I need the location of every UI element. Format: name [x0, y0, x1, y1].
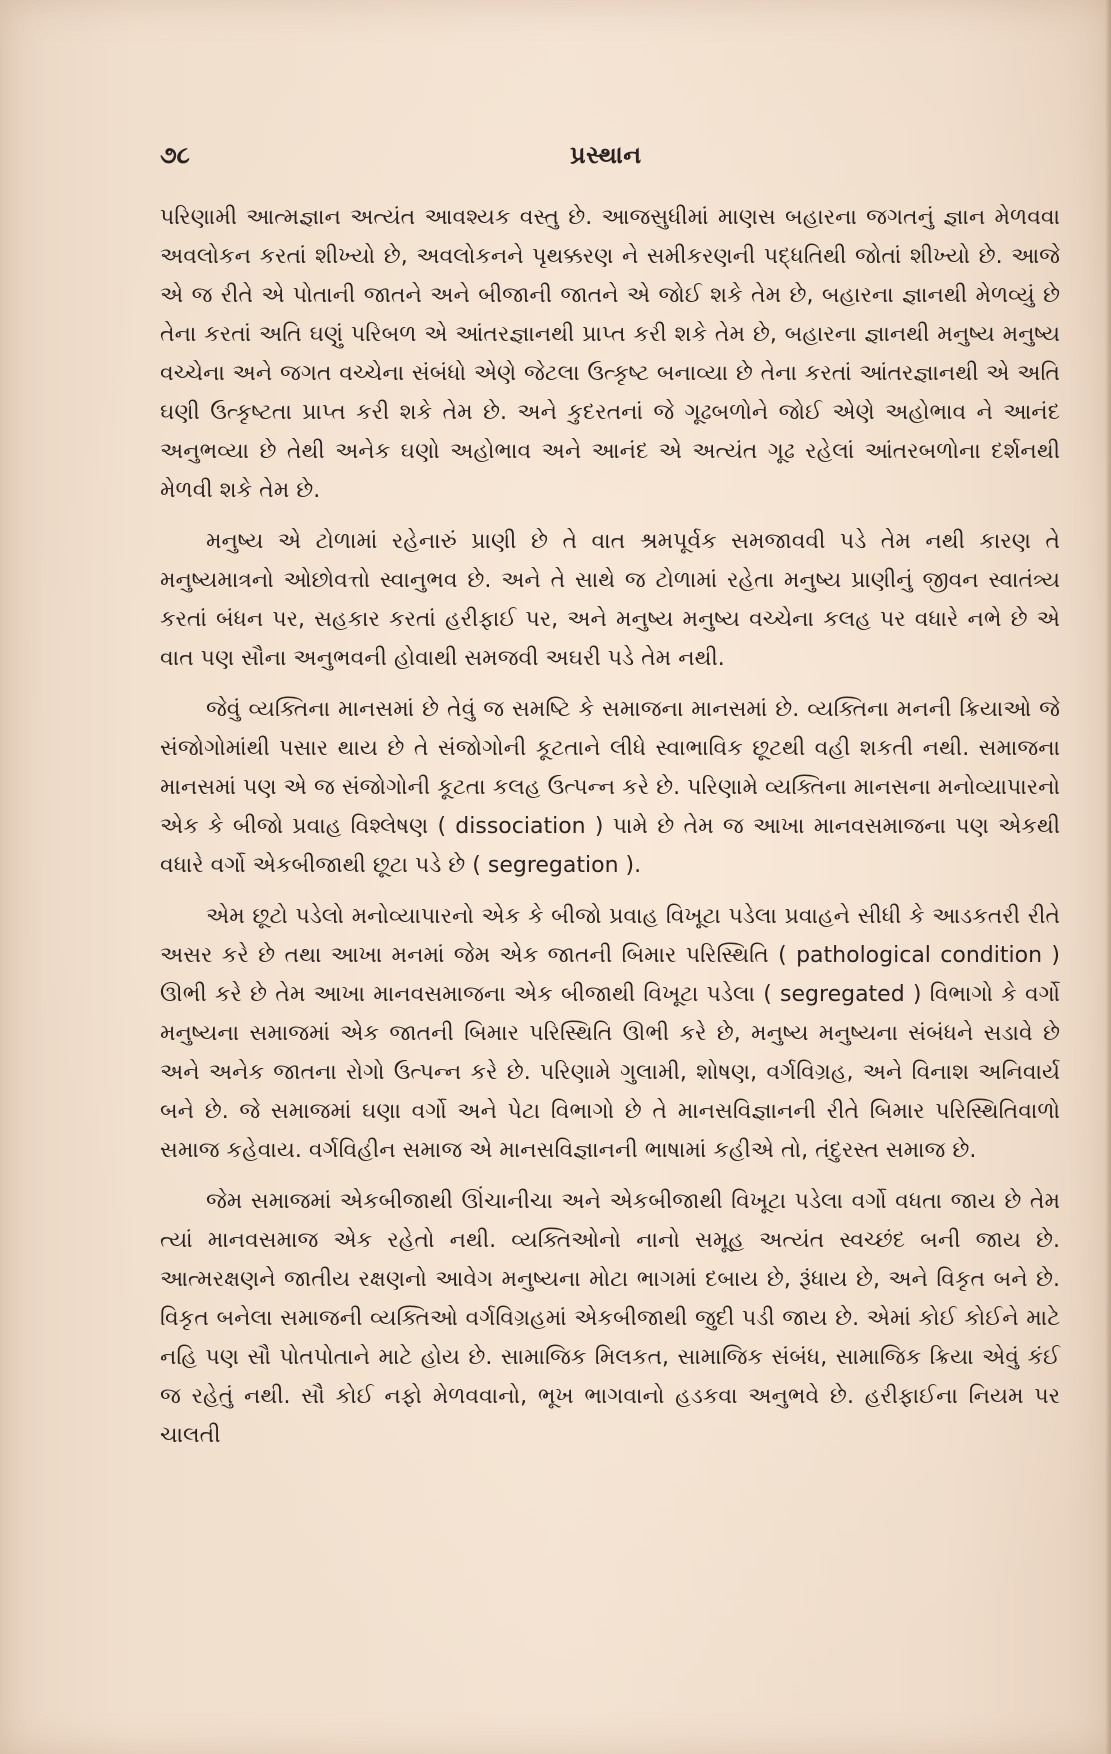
page-number: ૭૮ — [160, 140, 190, 169]
paragraph-5: જેમ સમાજમાં એકબીજાથી ઊંચાનીચા અને એકબીજાથી વિખૂટા પડેલા વર્ગો વધતા જાય છે તેમ ત્યાં માનવસમાજ એક રહેતો નથી. વ્યક્તિઓનો નાનો સમૂહ અત્યંત સ્વચ્છંદ બની જાય છે. આત્મરક્ષણને જાતીય રક્ષણનો આવેગ મનુષ્યના મોટા ભાગમાં દબાય છે, રૂંધાય છે, અને વિકૃત બને છે. વિકૃત બનેલા સમાજની વ્યક્તિઓ વર્ગવિગ્રહમાં એકબીજાથી જુદી પડી જાય છે. એમાં કોઈ કોઈને માટે નહિ પણ સૌ પોતપોતાને માટે હોય છે. સામાજિક મિલકત, સામાજિક સંબંધ, સામાજિક ક્રિયા એવું કંઈ જ રહેતું નથી. સૌ કોઈ નફો મેળવવાનો, ભૂખ ભાગવાનો હડકવા અનુભવે છે. હરીફાઈના નિયમ પર ચાલતી — [160, 1189, 1060, 1448]
page-header — [160, 140, 1060, 180]
paragraph-1: પરિણામી આત્મજ્ઞાન અત્યંત આવશ્યક વસ્તુ છે. આજસુધીમાં માણસ બહારના જગતનું જ્ઞાન મેળવવા અવલોકન કરતાં શીખ્યો છે, અવલોકનને પૃથક્કરણ ને સમીકરણની પદ્ધતિથી જોતાં શીખ્યો છે. આજે એ જ રીતે એ પોતાની જાતને અને બીજાની જાતને એ જોઈ શકે તેમ છે, બહારના જ્ઞાનથી મેળવ્યું છે તેના કરતાં અતિ ઘણું પરિબળ એ આંતરજ્ઞાનથી પ્રાપ્ત કરી શકે તેમ છે, બહારના જ્ઞાનથી મનુષ્ય મનુષ્ય વચ્ચેના અને જગત વચ્ચેના સંબંધો એણે જેટલા ઉત્કૃષ્ટ બનાવ્યા છે તેના કરતાં આંતરજ્ઞાનથી એ અતિ ઘણી ઉત્કૃષ્ટતા પ્રાપ્ત કરી શકે તેમ છે. અને કુદરતનાં જે ગૂઢબળોને જોઈ એણે અહોભાવ ને આનંદ અનુભવ્યા છે તેથી અનેક ઘણો અહોભાવ અને આનંદ એ અત્યંત ગૂઢ રહેલાં આંતરબળોના દર્શનથી મેળવી શકે તેમ છે. — [160, 205, 1060, 503]
paragraph-2: મનુષ્ય એ ટોળામાં રહેનારું પ્રાણી છે તે વાત શ્રમપૂર્વક સમજાવવી પડે તેમ નથી કારણ તે મનુષ્યમાત્રનો ઓછોવત્તો સ્વાનુભવ છે. અને તે સાથે જ ટોળામાં રહેતા મનુષ્ય પ્રાણીનું જીવન સ્વાતંત્ર્ય કરતાં બંધન પર, સહકાર કરતાં હરીફાઈ પર, અને મનુષ્ય મનુષ્ય વચ્ચેના કલહ પર વધારે નભે છે એ વાત પણ સૌના અનુભવની હોવાથી સમજવી અઘરી પડે તેમ નથી. — [160, 529, 1061, 671]
running-title: પ્રસ્થાન — [570, 140, 642, 169]
page-edge-shadow — [1105, 0, 1111, 1754]
paragraph-4: એમ છૂટો પડેલો મનોવ્યાપારનો એક કે બીજો પ્રવાહ વિખૂટા પડેલા પ્રવાહને સીધી કે આડકતરી રીતે અસર કરે છે તથા આખા મનમાં જેમ એક જાતની બિમાર પરિસ્થિતિ ( pathological condition ) ઊભી કરે છે તેમ આખા માનવસમાજના એક બીજાથી વિખૂટા પડેલા ( segregated ) વિભાગો કે વર્ગો મનુષ્યના સમાજમાં એક જાતની બિમાર પરિસ્થિતિ ઊભી કરે છે, મનુષ્ય મનુષ્યના સંબંધને સડાવે છે અને અનેક જાતના રોગો ઉત્પન્ન કરે છે. પરિણામે ગુલામી, શોષણ, વર્ગવિગ્રહ, અને વિનાશ અનિવાર્ય બને છે. જે સમાજમાં ઘણા વર્ગો અને પેટા વિભાગો છે તે માનસવિજ્ઞાનની રીતે બિમાર પરિસ્થિતિવાળો સમાજ કહેવાય. વર્ગવિહીન સમાજ એ માનસવિજ્ઞાનની ભાષામાં કહીએ તો, તંદુરસ્ત સમાજ છે. — [160, 904, 1060, 1163]
body-text — [160, 198, 1060, 1467]
paragraph-3: જેવું વ્યક્તિના માનસમાં છે તેવું જ સમષ્ટિ કે સમાજના માનસમાં છે. વ્યક્તિના મનની ક્રિયાઓ જે સંજોગોમાંથી પસાર થાય છે તે સંજોગોની કૂટતાને લીધે સ્વાભાવિક છૂટથી વહી શકતી નથી. સમાજના માનસમાં પણ એ જ સંજોગોની કૂટતા કલહ ઉત્પન્ન કરે છે. પરિણામે વ્યક્તિના માનસના મનોવ્યાપારનો એક કે બીજો પ્રવાહ વિશ્લેષણ ( dissociation ) પામે છે તેમ જ આખા માનવસમાજના પણ એકથી વધારે વર્ગો એકબીજાથી છૂટા પડે છે ( segregation ). — [160, 697, 1060, 878]
